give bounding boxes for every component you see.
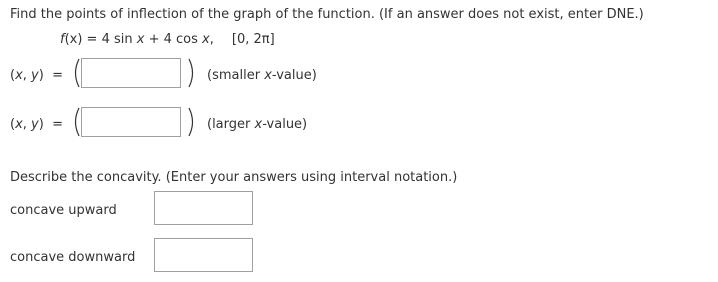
point-1-label: (x, y) = [10, 68, 63, 83]
point-2-label: (x, y) = [10, 117, 63, 132]
function-term-sin: = 4 sin [82, 32, 137, 47]
function-name: f [60, 32, 65, 47]
close-paren-icon [188, 107, 196, 137]
concave-upward-label: concave upward [10, 203, 117, 218]
point-1-hint: (smaller x-value) [207, 68, 317, 83]
function-term-cos: + 4 cos [144, 32, 203, 47]
function-definition [60, 32, 275, 47]
point-2-input[interactable] [81, 107, 181, 137]
function-variable: x [136, 32, 145, 47]
instructions-text: Find the points of inflection of the graph of the function. (If an answer does not exist, enter DNE.) [10, 7, 644, 22]
concave-downward-label: concave downward [10, 250, 136, 265]
function-argument: (x) [64, 32, 83, 47]
open-paren-icon [72, 58, 80, 88]
close-paren-icon [188, 58, 196, 88]
concavity-prompt: Describe the concavity. (Enter your answers using interval notation.) [10, 170, 458, 185]
function-comma: , [209, 32, 214, 47]
point-1-input[interactable] [81, 58, 181, 88]
concave-upward-input[interactable] [154, 191, 253, 225]
function-variable: x [202, 32, 210, 47]
open-paren-icon [72, 107, 80, 137]
concave-downward-input[interactable] [154, 238, 253, 272]
point-2-hint: (larger x-value) [207, 117, 308, 132]
function-interval: [0, 2π] [231, 32, 275, 47]
